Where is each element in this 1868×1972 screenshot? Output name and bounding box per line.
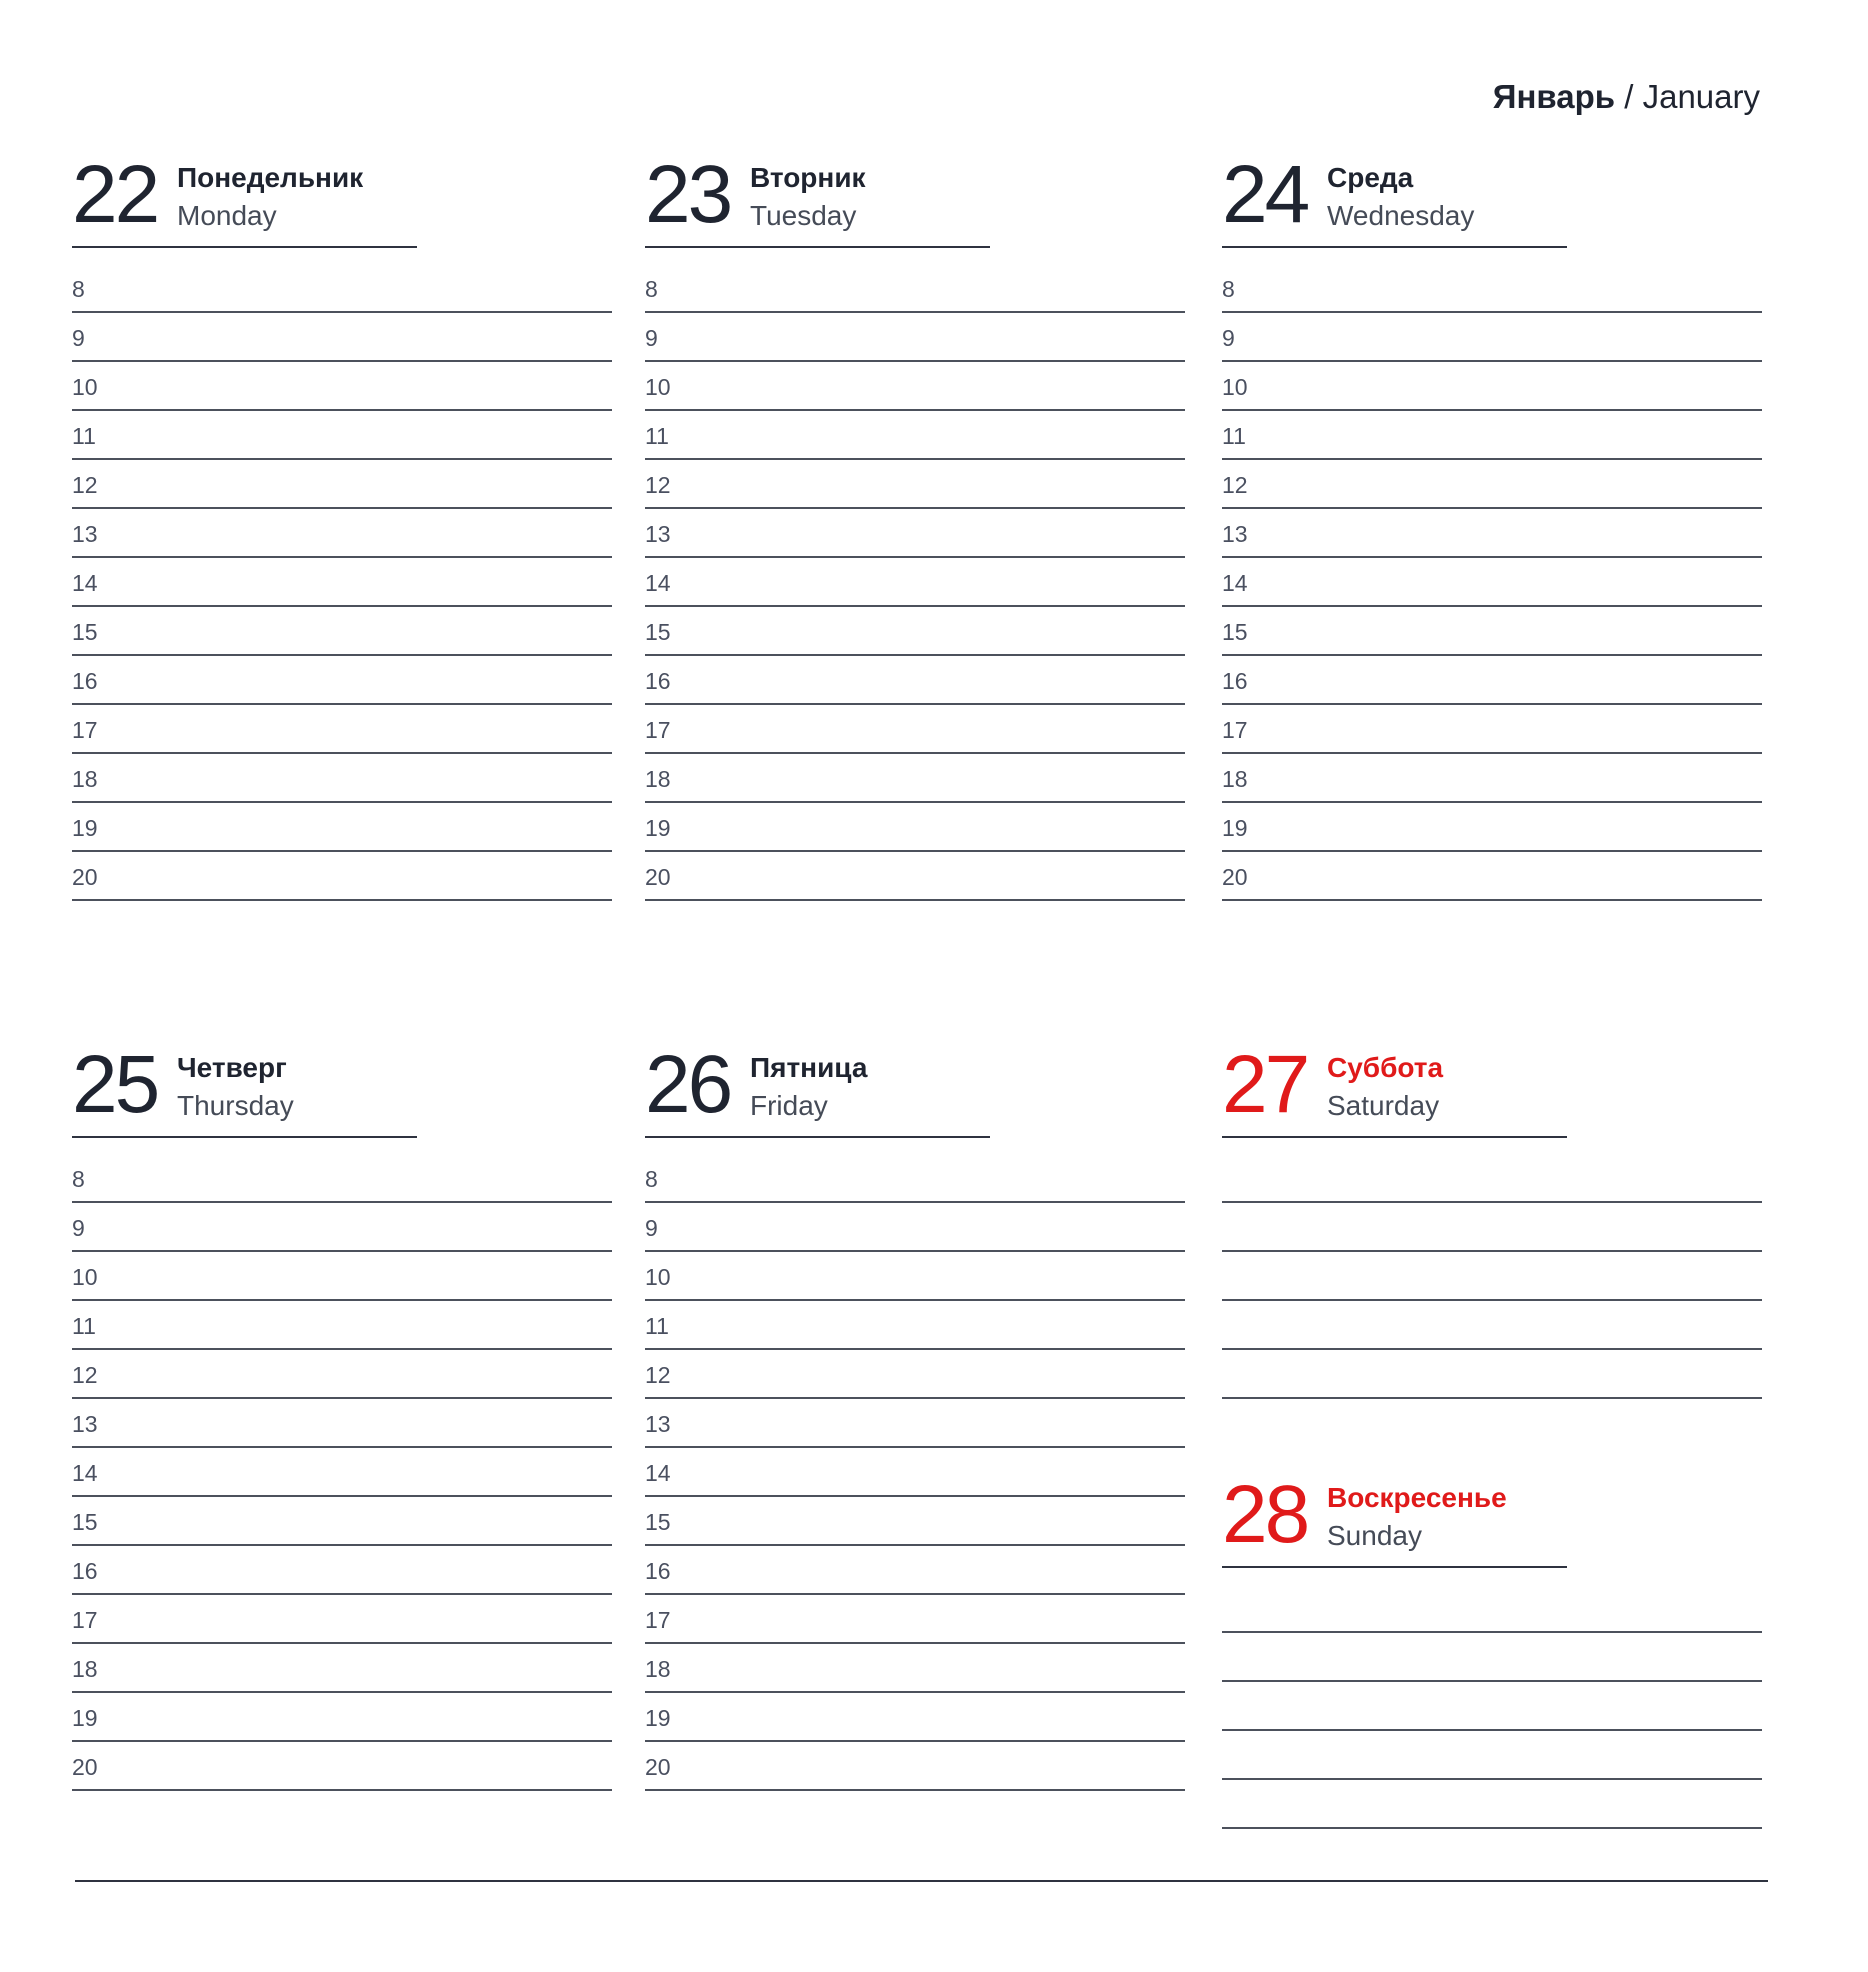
day-header-rule <box>1222 1136 1567 1138</box>
day-header-rule <box>645 246 990 248</box>
hour-row[interactable] <box>645 705 1185 754</box>
hour-row[interactable] <box>1222 411 1762 460</box>
hour-row[interactable] <box>72 1497 612 1546</box>
hour-label: 17 <box>1222 717 1248 743</box>
hour-label: 10 <box>1222 374 1248 400</box>
hour-label: 18 <box>72 1656 98 1682</box>
hour-label: 12 <box>72 472 98 498</box>
day-name-en: Tuesday <box>750 200 857 231</box>
hour-label: 13 <box>72 521 98 547</box>
hour-label: 16 <box>645 668 671 694</box>
hour-row[interactable] <box>1222 509 1762 558</box>
hour-label: 16 <box>645 1558 671 1584</box>
hour-row[interactable] <box>72 656 612 705</box>
hour-rows <box>1222 264 1762 901</box>
hour-row[interactable] <box>72 852 612 901</box>
hour-row[interactable] <box>645 313 1185 362</box>
hour-row[interactable] <box>645 558 1185 607</box>
note-rows <box>1222 1154 1762 1399</box>
hour-label: 17 <box>72 1607 98 1633</box>
day-header <box>1222 1040 1762 1140</box>
hour-row[interactable] <box>645 1595 1185 1644</box>
hour-row[interactable] <box>72 558 612 607</box>
day-header <box>72 1040 612 1140</box>
hour-row[interactable] <box>72 803 612 852</box>
hour-label: 8 <box>72 276 85 302</box>
hour-label: 11 <box>1222 423 1246 449</box>
hour-label: 20 <box>1222 864 1248 890</box>
day-header <box>72 150 612 250</box>
day-header-rule <box>72 1136 417 1138</box>
hour-row[interactable] <box>72 460 612 509</box>
note-line[interactable] <box>1222 1203 1762 1252</box>
hour-row[interactable] <box>645 1644 1185 1693</box>
hour-label: 19 <box>1222 815 1248 841</box>
day-name-en: Saturday <box>1327 1090 1440 1121</box>
hour-row[interactable] <box>72 1546 612 1595</box>
hour-label: 18 <box>645 766 671 792</box>
hour-row[interactable] <box>645 509 1185 558</box>
hour-label: 20 <box>645 1754 671 1780</box>
note-line[interactable] <box>1222 1780 1762 1829</box>
note-line[interactable] <box>1222 1350 1762 1399</box>
hour-label: 16 <box>72 1558 98 1584</box>
hour-label: 8 <box>645 1166 658 1192</box>
note-line[interactable] <box>1222 1682 1762 1731</box>
hour-row[interactable] <box>72 1350 612 1399</box>
hour-row[interactable] <box>1222 607 1762 656</box>
hour-label: 20 <box>72 1754 98 1780</box>
page-bottom-rule <box>75 1880 1768 1882</box>
hour-label: 11 <box>645 1313 669 1339</box>
hour-row[interactable] <box>72 607 612 656</box>
month-title <box>1493 78 1760 116</box>
day-block-sunday <box>1222 1470 1762 1829</box>
hour-row[interactable] <box>645 460 1185 509</box>
hour-row[interactable] <box>1222 852 1762 901</box>
hour-label: 19 <box>72 1705 98 1731</box>
hour-row[interactable] <box>1222 656 1762 705</box>
hour-row[interactable] <box>72 411 612 460</box>
hour-row[interactable] <box>72 1644 612 1693</box>
day-number: 23 <box>645 149 731 240</box>
day-name-ru: Вторник <box>750 162 866 193</box>
day-header <box>645 1040 1185 1140</box>
hour-label: 12 <box>645 472 671 498</box>
day-number: 28 <box>1222 1469 1308 1560</box>
hour-row[interactable] <box>72 1203 612 1252</box>
day-block-thursday <box>72 1040 612 1791</box>
hour-label: 19 <box>645 1705 671 1731</box>
hour-row[interactable] <box>645 1399 1185 1448</box>
hour-label: 19 <box>72 815 98 841</box>
hour-row[interactable] <box>645 1154 1185 1203</box>
day-header <box>645 150 1185 250</box>
day-header-rule <box>1222 246 1567 248</box>
hour-row[interactable] <box>1222 705 1762 754</box>
hour-label: 15 <box>72 619 98 645</box>
hour-label: 9 <box>645 1215 658 1241</box>
hour-label: 14 <box>645 570 671 596</box>
hour-label: 9 <box>645 325 658 351</box>
hour-row[interactable] <box>645 852 1185 901</box>
note-line[interactable] <box>1222 1633 1762 1682</box>
hour-label: 20 <box>72 864 98 890</box>
hour-row[interactable] <box>645 1350 1185 1399</box>
hour-row[interactable] <box>645 607 1185 656</box>
hour-label: 9 <box>1222 325 1235 351</box>
day-number: 25 <box>72 1039 158 1130</box>
hour-row[interactable] <box>1222 803 1762 852</box>
day-name-ru: Пятница <box>750 1052 868 1083</box>
note-line[interactable] <box>1222 1252 1762 1301</box>
day-block-tuesday <box>645 150 1185 901</box>
day-header-rule <box>1222 1566 1567 1568</box>
day-block-saturday <box>1222 1040 1762 1399</box>
hour-label: 15 <box>72 1509 98 1535</box>
month-name-en: January <box>1642 78 1760 115</box>
hour-label: 14 <box>1222 570 1248 596</box>
hour-row[interactable] <box>645 1742 1185 1791</box>
day-name-en: Sunday <box>1327 1520 1422 1551</box>
hour-label: 13 <box>645 521 671 547</box>
day-header-rule <box>645 1136 990 1138</box>
hour-label: 13 <box>645 1411 671 1437</box>
hour-row[interactable] <box>72 754 612 803</box>
note-line[interactable] <box>1222 1731 1762 1780</box>
hour-row[interactable] <box>72 1301 612 1350</box>
hour-label: 15 <box>645 1509 671 1535</box>
hour-label: 8 <box>72 1166 85 1192</box>
hour-row[interactable] <box>645 1252 1185 1301</box>
hour-row[interactable] <box>645 1448 1185 1497</box>
day-name-ru: Среда <box>1327 162 1414 193</box>
hour-row[interactable] <box>1222 460 1762 509</box>
hour-label: 12 <box>645 1362 671 1388</box>
day-block-wednesday <box>1222 150 1762 901</box>
hour-label: 16 <box>1222 668 1248 694</box>
hour-row[interactable] <box>645 1301 1185 1350</box>
hour-row[interactable] <box>645 1693 1185 1742</box>
hour-label: 12 <box>72 1362 98 1388</box>
hour-label: 17 <box>645 717 671 743</box>
hour-rows <box>645 264 1185 901</box>
hour-row[interactable] <box>1222 313 1762 362</box>
hour-row[interactable] <box>645 754 1185 803</box>
hour-label: 11 <box>72 423 96 449</box>
hour-label: 10 <box>72 1264 98 1290</box>
day-name-en: Wednesday <box>1327 200 1475 231</box>
note-line[interactable] <box>1222 1154 1762 1203</box>
day-block-monday <box>72 150 612 901</box>
day-name-ru: Воскресенье <box>1327 1482 1507 1513</box>
day-header-rule <box>72 246 417 248</box>
hour-label: 10 <box>72 374 98 400</box>
hour-label: 8 <box>645 276 658 302</box>
hour-label: 13 <box>72 1411 98 1437</box>
day-name-en: Friday <box>750 1090 828 1121</box>
hour-label: 14 <box>72 1460 98 1486</box>
hour-label: 15 <box>1222 619 1248 645</box>
hour-label: 18 <box>72 766 98 792</box>
hour-row[interactable] <box>645 1497 1185 1546</box>
day-header <box>1222 1470 1762 1570</box>
hour-label: 8 <box>1222 276 1235 302</box>
hour-label: 13 <box>1222 521 1248 547</box>
hour-label: 14 <box>72 570 98 596</box>
day-name-ru: Суббота <box>1327 1052 1444 1083</box>
hour-label: 10 <box>645 374 671 400</box>
hour-row[interactable] <box>645 264 1185 313</box>
hour-row[interactable] <box>645 803 1185 852</box>
hour-label: 11 <box>645 423 669 449</box>
hour-row[interactable] <box>72 1693 612 1742</box>
hour-label: 12 <box>1222 472 1248 498</box>
hour-row[interactable] <box>72 1742 612 1791</box>
day-name-en: Thursday <box>177 1090 294 1121</box>
hour-label: 20 <box>645 864 671 890</box>
hour-rows <box>72 264 612 901</box>
hour-row[interactable] <box>72 313 612 362</box>
hour-row[interactable] <box>1222 264 1762 313</box>
hour-label: 15 <box>645 619 671 645</box>
day-header <box>1222 150 1762 250</box>
hour-label: 10 <box>645 1264 671 1290</box>
day-block-friday <box>645 1040 1185 1791</box>
hour-row[interactable] <box>72 1448 612 1497</box>
hour-label: 18 <box>645 1656 671 1682</box>
hour-row[interactable] <box>645 411 1185 460</box>
hour-row[interactable] <box>72 1252 612 1301</box>
note-line[interactable] <box>1222 1584 1762 1633</box>
hour-rows <box>72 1154 612 1791</box>
hour-label: 16 <box>72 668 98 694</box>
hour-label: 9 <box>72 1215 85 1241</box>
month-name-ru: Январь <box>1492 78 1616 115</box>
hour-label: 14 <box>645 1460 671 1486</box>
hour-row[interactable] <box>645 656 1185 705</box>
hour-row[interactable] <box>645 1203 1185 1252</box>
day-number: 22 <box>72 149 158 240</box>
day-number: 26 <box>645 1039 731 1130</box>
hour-label: 11 <box>72 1313 96 1339</box>
month-separator: / <box>1624 78 1634 115</box>
day-name-en: Monday <box>177 200 277 231</box>
hour-label: 17 <box>645 1607 671 1633</box>
note-rows <box>1222 1584 1762 1829</box>
hour-row[interactable] <box>72 362 612 411</box>
hour-row[interactable] <box>72 1154 612 1203</box>
hour-row[interactable] <box>72 705 612 754</box>
hour-row[interactable] <box>72 1399 612 1448</box>
note-line[interactable] <box>1222 1301 1762 1350</box>
hour-row[interactable] <box>72 509 612 558</box>
day-name-ru: Четверг <box>177 1052 287 1083</box>
hour-label: 17 <box>72 717 98 743</box>
hour-row[interactable] <box>72 264 612 313</box>
hour-row[interactable] <box>645 1546 1185 1595</box>
hour-label: 19 <box>645 815 671 841</box>
day-name-ru: Понедельник <box>177 162 364 193</box>
hour-row[interactable] <box>1222 754 1762 803</box>
hour-row[interactable] <box>645 362 1185 411</box>
hour-row[interactable] <box>1222 558 1762 607</box>
day-number: 24 <box>1222 149 1308 240</box>
hour-label: 18 <box>1222 766 1248 792</box>
hour-row[interactable] <box>72 1595 612 1644</box>
day-number: 27 <box>1222 1039 1308 1130</box>
hour-label: 9 <box>72 325 85 351</box>
hour-rows <box>645 1154 1185 1791</box>
hour-row[interactable] <box>1222 362 1762 411</box>
